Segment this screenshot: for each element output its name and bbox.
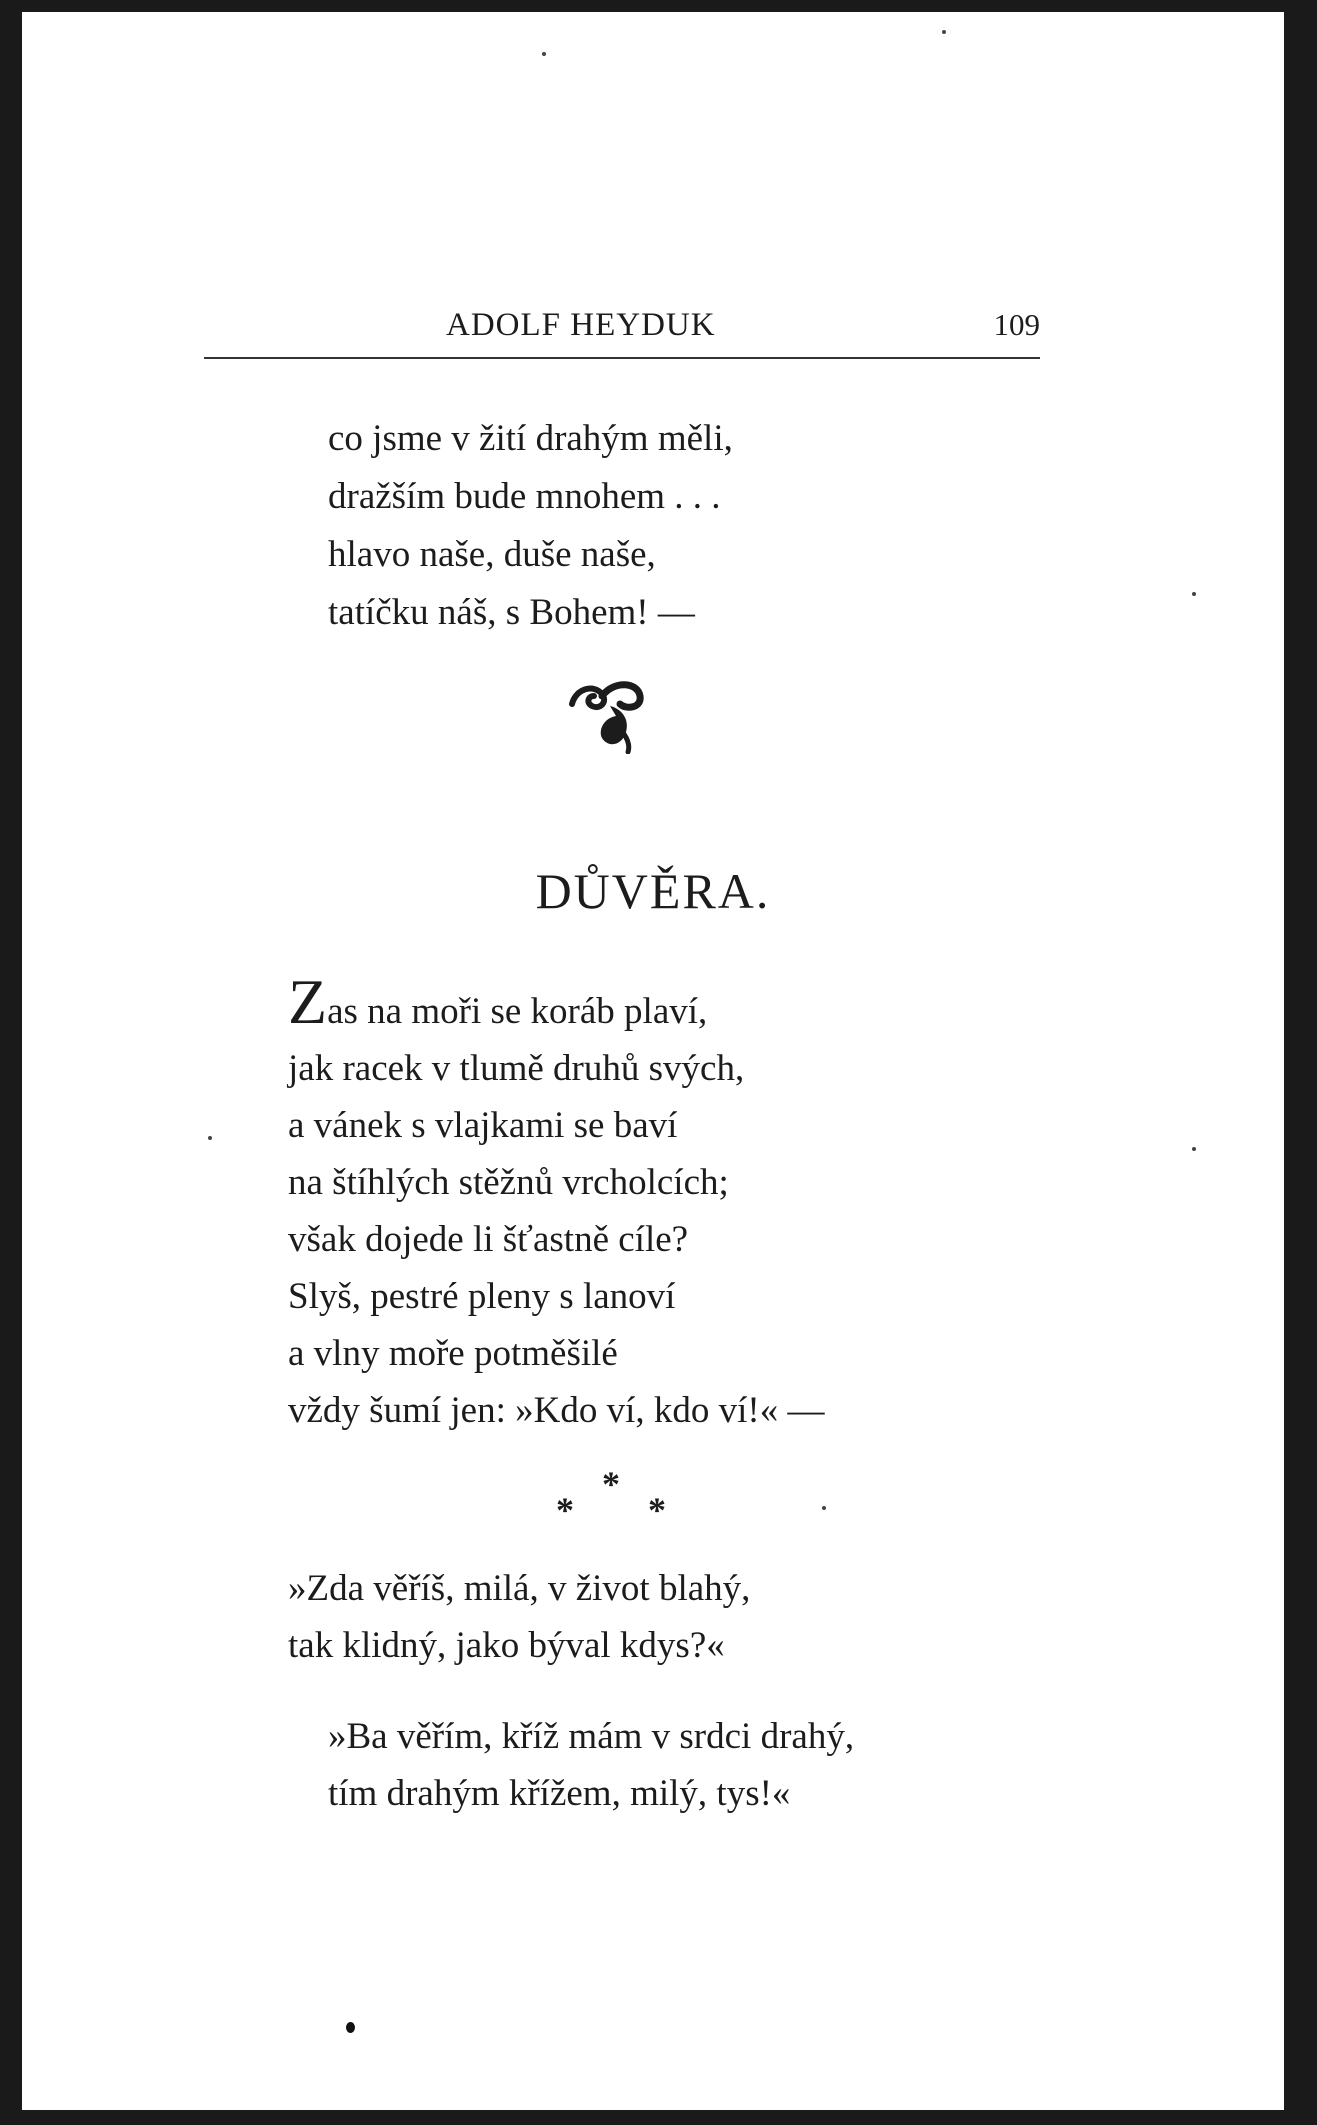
verse-line: a vlny moře potměšilé bbox=[288, 1333, 618, 1374]
answer-stanza bbox=[328, 1708, 854, 1822]
paper-speck bbox=[346, 2022, 355, 2033]
verse-line: na štíhlých stěžnů vrcholcích; bbox=[288, 1162, 729, 1203]
verse-line: a vánek s vlajkami se baví bbox=[288, 1105, 678, 1146]
verse-line: tatíčku náš, s Bohem! — bbox=[328, 592, 695, 633]
verse-line: tím drahým křížem, milý, tys!« bbox=[328, 1773, 791, 1814]
verse-line: vždy šumí jen: »Kdo ví, kdo ví!« — bbox=[288, 1390, 825, 1431]
asterisk: * bbox=[602, 1464, 620, 1504]
paper-speck bbox=[208, 1136, 212, 1140]
verse-line: Slyš, pestré pleny s lanoví bbox=[288, 1276, 676, 1317]
asterisk: * bbox=[648, 1490, 666, 1530]
poem-title: DŮVĚRA. bbox=[535, 863, 771, 919]
initial-letter: Z bbox=[288, 966, 328, 1037]
paper-speck bbox=[1192, 592, 1196, 596]
section-asterism bbox=[532, 1457, 692, 1537]
asterisk: * bbox=[556, 1490, 574, 1530]
running-header bbox=[204, 297, 1040, 359]
verse-line: »Zda věříš, milá, v život blahý, bbox=[288, 1568, 751, 1609]
verse-line: co jsme v žití drahým měli, bbox=[328, 418, 733, 459]
paper-speck bbox=[542, 52, 546, 56]
closing-stanza bbox=[328, 410, 733, 642]
paper-speck bbox=[942, 30, 946, 34]
first-line-text: as na moři se koráb plaví, bbox=[327, 991, 708, 1032]
running-title: ADOLF HEYDUK bbox=[446, 307, 716, 343]
verse-line: »Ba věřím, kříž mám v srdci drahý, bbox=[328, 1716, 855, 1757]
poem-stanza bbox=[288, 966, 825, 1439]
paper-speck bbox=[822, 1506, 826, 1510]
book-page bbox=[22, 12, 1284, 2110]
verse-line: jak racek v tlumě druhů svých, bbox=[288, 1048, 745, 1089]
question-stanza bbox=[288, 1560, 750, 1674]
page-number: 109 bbox=[993, 307, 1040, 342]
paper-speck bbox=[1192, 1147, 1196, 1151]
verse-line: však dojede li šťastně cíle? bbox=[288, 1219, 689, 1260]
verse-line: hlavo naše, duše naše, bbox=[328, 534, 656, 575]
verse-line: tak klidný, jako býval kdys?« bbox=[288, 1625, 725, 1666]
verse-line bbox=[288, 966, 824, 1040]
fleuron-icon bbox=[564, 674, 654, 754]
verse-line: dražším bude mnohem . . . bbox=[328, 476, 721, 517]
